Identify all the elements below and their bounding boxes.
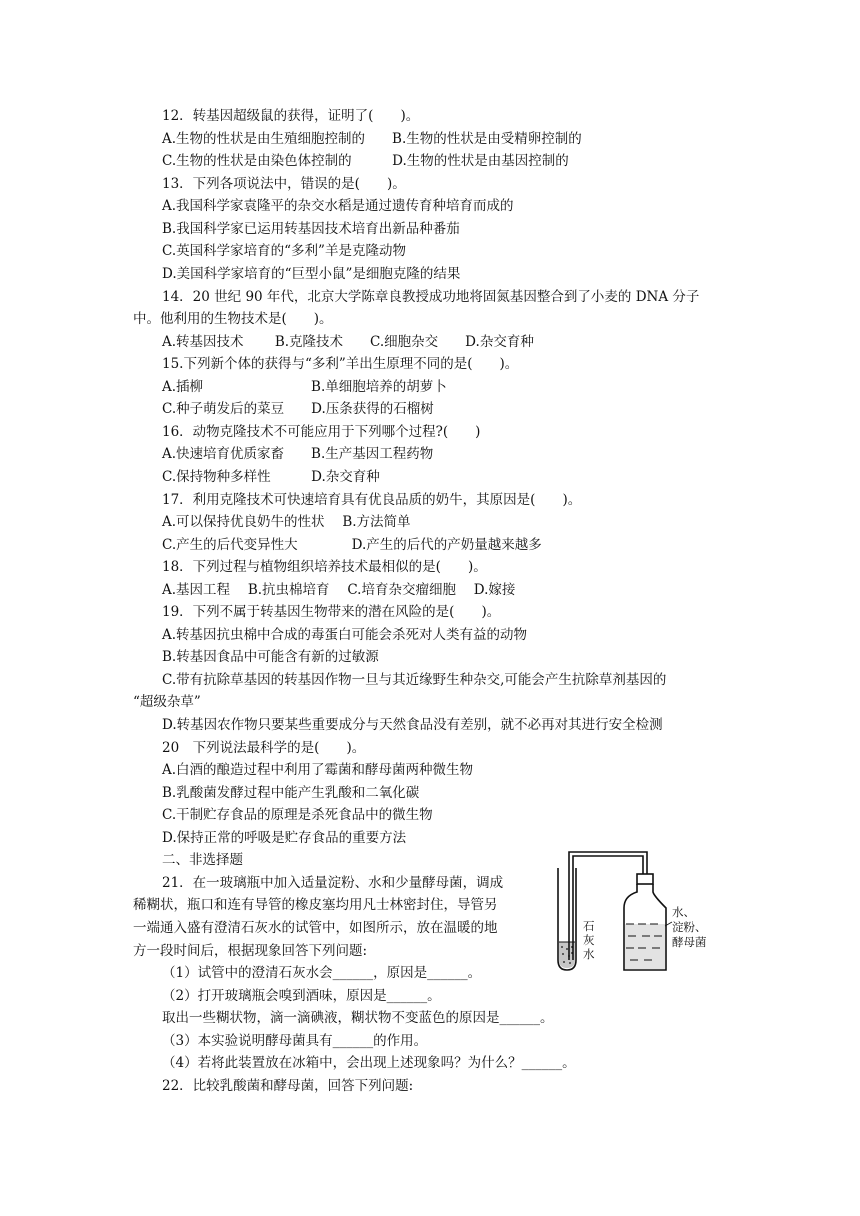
q21-stem-2: 稀糊状，瓶口和连有导管的橡皮塞均用凡士林密封住，导管另 bbox=[133, 897, 498, 913]
q19-option-c: C.带有抗除草基因的转基因作物一旦与其近缘野生种杂交,可能会产生抗除草剂基因的 bbox=[162, 672, 667, 688]
q19-option-a: A.转基因抗虫棉中合成的毒蛋白可能会杀死对人类有益的动物 bbox=[162, 627, 528, 643]
svg-text:石: 石 bbox=[583, 919, 595, 933]
q13-option-b: B.我国科学家已运用转基因技术培育出新品种番茄 bbox=[162, 221, 460, 237]
svg-text:灰: 灰 bbox=[583, 933, 595, 947]
q12-options-ab: A.生物的性状是由生殖细胞控制的 B.生物的性状是由受精卵控制的 bbox=[162, 131, 582, 147]
q14-stem-cont: 中。他利用的生物技术是( )。 bbox=[133, 311, 333, 327]
q21-part-2-cont: 取出一些糊状物，滴一滴碘液，糊状物不变蓝色的原因是______。 bbox=[162, 1010, 554, 1026]
q22-stem: 22．比较乳酸菌和酵母菌，回答下列问题: bbox=[162, 1078, 414, 1094]
q18-options: A.基因工程 B.抗虫棉培育 C.培育杂交瘤细胞 D.嫁接 bbox=[162, 582, 516, 598]
q17-stem: 17．利用克隆技术可快速培育具有优良品质的奶牛，其原因是( )。 bbox=[162, 492, 582, 508]
q18-stem: 18．下列过程与植物组织培养技术最相似的是( )。 bbox=[162, 559, 487, 575]
q15-options-ab: A.插柳 B.单细胞培养的胡萝卜 bbox=[162, 379, 447, 395]
q21-part-4: （4）若将此装置放在冰箱中，会出现上述现象吗？为什么？______。 bbox=[162, 1055, 576, 1071]
q20-option-d: D.保持正常的呼吸是贮存食品的重要方法 bbox=[162, 830, 407, 846]
q13-option-d: D.美国科学家培育的“巨型小鼠”是细胞克隆的结果 bbox=[162, 266, 461, 282]
experiment-apparatus-figure bbox=[548, 846, 748, 976]
test-tube-label bbox=[583, 919, 595, 961]
q21-part-3: （3）本实验说明酵母菌具有______的作用。 bbox=[162, 1033, 428, 1049]
q13-option-c: C.英国科学家培育的“多利”羊是克隆动物 bbox=[162, 243, 406, 259]
q20-stem: 20 下列说法最科学的是( )。 bbox=[162, 740, 366, 756]
svg-text:淀粉、: 淀粉、 bbox=[672, 920, 707, 934]
q20-option-b: B.乳酸菌发酵过程中能产生乳酸和二氧化碳 bbox=[162, 785, 420, 801]
q21-stem-4: 方一段时间后，根据现象回答下列问题: bbox=[133, 943, 368, 959]
q21-stem-1: 21．在一玻璃瓶中加入适量淀粉、水和少量酵母菌，调成 bbox=[162, 875, 504, 891]
q19-stem: 19．下列不属于转基因生物带来的潜在风险的是( )。 bbox=[162, 604, 501, 620]
q14-stem: 14．20 世纪 90 年代，北京大学陈章良教授成功地将固氮基因整合到了小麦的 DNA 分子 bbox=[162, 289, 700, 305]
q13-stem: 13．下列各项说法中，错误的是( )。 bbox=[162, 176, 406, 192]
svg-text:水、: 水、 bbox=[672, 905, 695, 919]
q15-options-cd: C.种子萌发后的菜豆 D.压条获得的石榴树 bbox=[162, 401, 434, 417]
svg-text:酵母菌: 酵母菌 bbox=[672, 935, 707, 949]
q19-option-c-cont: “超级杂草” bbox=[133, 694, 201, 710]
q21-stem-3: 一端通入盛有澄清石灰水的试管中，如图所示，放在温暖的地 bbox=[133, 920, 498, 936]
q20-option-a: A.白酒的酿造过程中利用了霉菌和酵母菌两种微生物 bbox=[162, 762, 474, 778]
q15-stem: 15.下列新个体的获得与“多利”羊出生原理不同的是( )。 bbox=[162, 356, 519, 372]
q17-options-ab: A.可以保持优良奶牛的性状 B.方法简单 bbox=[162, 514, 411, 530]
q13-option-a: A.我国科学家袁隆平的杂交水稻是通过遗传育种培育而成的 bbox=[162, 198, 514, 214]
q16-stem: 16．动物克隆技术不可能应用于下列哪个过程?( ) bbox=[162, 424, 481, 440]
q17-options-cd: C.产生的后代变异性大 D.产生的后代的产奶量越来越多 bbox=[162, 537, 542, 553]
q21-part-1: （1）试管中的澄清石灰水会______，原因是______。 bbox=[162, 965, 482, 981]
q20-option-c: C.干制贮存食品的原理是杀死食品中的微生物 bbox=[162, 807, 433, 823]
q14-options: A.转基因技术 B.克隆技术 C.细胞杂交 D.杂交育种 bbox=[162, 334, 534, 350]
q16-options-ab: A.快速培育优质家畜 B.生产基因工程药物 bbox=[162, 446, 434, 462]
q21-part-2: （2）打开玻璃瓶会嗅到酒味，原因是______。 bbox=[162, 988, 441, 1004]
q12-stem: 12．转基因超级鼠的获得，证明了( )。 bbox=[162, 108, 420, 124]
q12-options-cd: C.生物的性状是由染色体控制的 D.生物的性状是由基因控制的 bbox=[162, 153, 569, 169]
q19-option-d: D.转基因农作物只要某些重要成分与天然食品没有差别，就不必再对其进行安全检测 bbox=[162, 717, 663, 733]
svg-text:水: 水 bbox=[583, 947, 595, 961]
bottle-label bbox=[672, 905, 707, 949]
section-heading: 二、非选择题 bbox=[162, 852, 243, 868]
bottle-contents bbox=[625, 922, 672, 969]
q19-option-b: B.转基因食品中可能含有新的过敏源 bbox=[162, 649, 379, 665]
q16-options-cd: C.保持物种多样性 D.杂交育种 bbox=[162, 469, 380, 485]
